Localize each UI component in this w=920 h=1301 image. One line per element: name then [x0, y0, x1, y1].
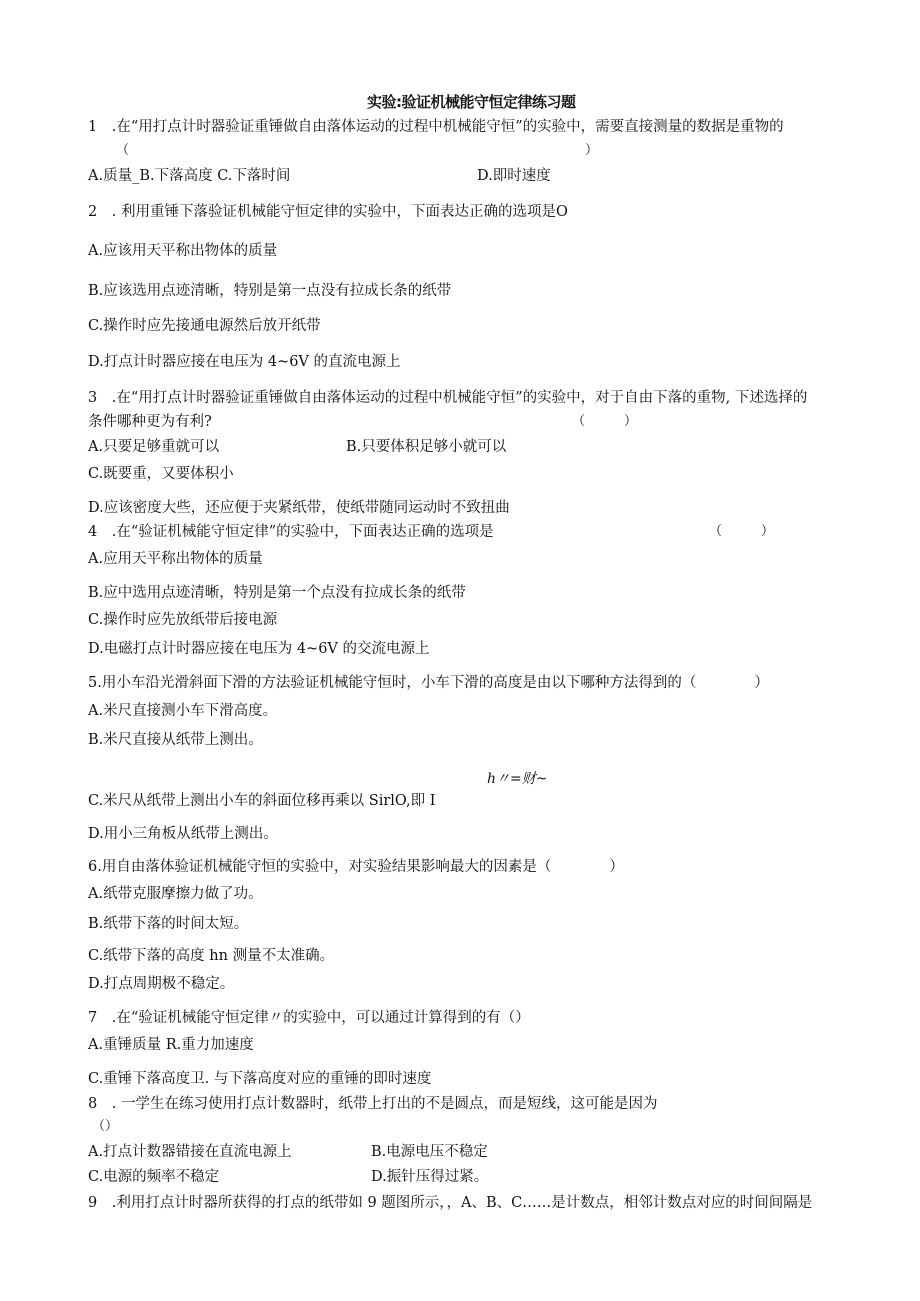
question-5-stem: 5.用小车沿光滑斜面下滑的方法验证机械能守恒时，小车下滑的高度是由以下哪种方法得到的（ ） [88, 675, 769, 691]
question-5-option-a: A.米尺直接测小车下滑高度。 [88, 703, 278, 719]
question-5-option-b: B.米尺直接从纸带上测出。 [88, 732, 263, 748]
question-8-option-a: A.打点计数器错接在直流电源上 [88, 1144, 292, 1160]
question-1-stem: 1 .在“用打点计时器验证重锤做自由落体运动的过程中机械能守恒”的实验中，需要直接测量的数据是重物的 [88, 119, 784, 135]
question-2-option-a: A.应该用天平称出物体的质量 [88, 243, 278, 259]
question-7-options-cd: C.重锤下落高度卫. 与下落高度对应的重锤的即时速度 [88, 1071, 432, 1087]
page-title: 实验:验证机械能守恒定律练习题 [367, 93, 576, 111]
question-2-option-c: C.操作时应先接通电源然后放开纸带 [88, 318, 321, 334]
question-8-option-d: D.振针压得过紧。 [371, 1169, 489, 1185]
question-1-options-abc: A.质量_B.下落高度 C.下落时间 [88, 168, 291, 184]
question-7-stem: 7 .在“验证机械能守恒定律〃的实验中，可以通过计算得到的有（） [88, 1010, 530, 1026]
question-3-option-d: D.应该密度大些，还应便于夹紧纸带，使纸带随同运动时不致扭曲 [88, 500, 510, 516]
question-4-option-a: A.应用天平称出物体的质量 [88, 551, 263, 567]
question-2-option-d: D.打点计时器应接在电压为 4~6V 的直流电源上 [88, 354, 401, 370]
question-1-paren-close: ） [585, 143, 599, 158]
question-8-stem: 8 . 一学生在练习使用打点计数器时，纸带上打出的不是圆点，而是短线，这可能是因为 [88, 1096, 658, 1112]
question-4-stem: 4 .在“验证机械能守恒定律”的实验中，下面表达正确的选项是 [88, 524, 494, 540]
question-3-option-c: C.既要重，又要体积小 [88, 466, 234, 482]
question-3-option-a: A.只要足够重就可以 [88, 439, 220, 455]
question-5-option-d: D.用小三角板从纸带上测出。 [88, 826, 278, 842]
question-4-option-b: B.应中选用点迹清晰，特别是第一个点没有拉成长条的纸带 [88, 585, 466, 601]
question-4-answer-paren: （ ） [709, 524, 775, 539]
question-6-option-a: A.纸带克服摩擦力做了功。 [88, 886, 263, 902]
question-2-stem: 2 . 利用重锤下落验证机械能守恒定律的实验中，下面表达正确的选项是O [88, 204, 568, 220]
question-3-stem-line-1: 3 .在“用打点计时器验证重锤做自由落体运动的过程中机械能守恒”的实验中，对于自由下落的重物, 下述选择的 [88, 390, 808, 406]
question-6-option-c: C.纸带下落的高度 hn 测量不太准确。 [88, 948, 335, 964]
question-4-option-c: C.操作时应先放纸带后接电源 [88, 612, 278, 628]
question-1-paren-open: （ [116, 143, 130, 158]
question-4-option-d: D.电磁打点计时器应接在电压为 4~6V 的交流电源上 [88, 641, 430, 657]
question-5-option-c: C.米尺从纸带上测出小车的斜面位移再乘以 SirlO,即 I [88, 793, 436, 809]
question-6-option-d: D.打点周期极不稳定。 [88, 976, 235, 992]
question-3-answer-paren: （ ） [572, 414, 638, 429]
question-8-option-b: B.电源电压不稳定 [371, 1144, 488, 1160]
question-3-stem-line-2: 条件哪种更为有利? [88, 414, 212, 430]
question-3-option-b: B.只要体积足够小就可以 [346, 439, 507, 455]
question-8-option-c: C.电源的频率不稳定 [88, 1169, 220, 1185]
question-1-option-d: D.即时速度 [477, 168, 551, 184]
question-6-stem: 6.用自由落体验证机械能守恒的实验中，对实验结果影响最大的因素是（ ） [88, 859, 624, 875]
question-9-stem: 9 .利用打点计时器所获得的打点的纸带如 9 题图所示，，A、B、C……是计数点，相邻计数点对应的时间间隔是 [88, 1195, 813, 1211]
question-7-options-ab: A.重锤质量 R.重力加速度 [88, 1037, 254, 1053]
question-8-answer-paren: （） [92, 1119, 119, 1134]
question-6-option-b: B.纸带下落的时间太短。 [88, 916, 249, 932]
question-2-option-b: B.应该选用点迹清晰，特别是第一点没有拉成长条的纸带 [88, 283, 452, 299]
question-5-formula: h〃=财~ [487, 771, 548, 787]
